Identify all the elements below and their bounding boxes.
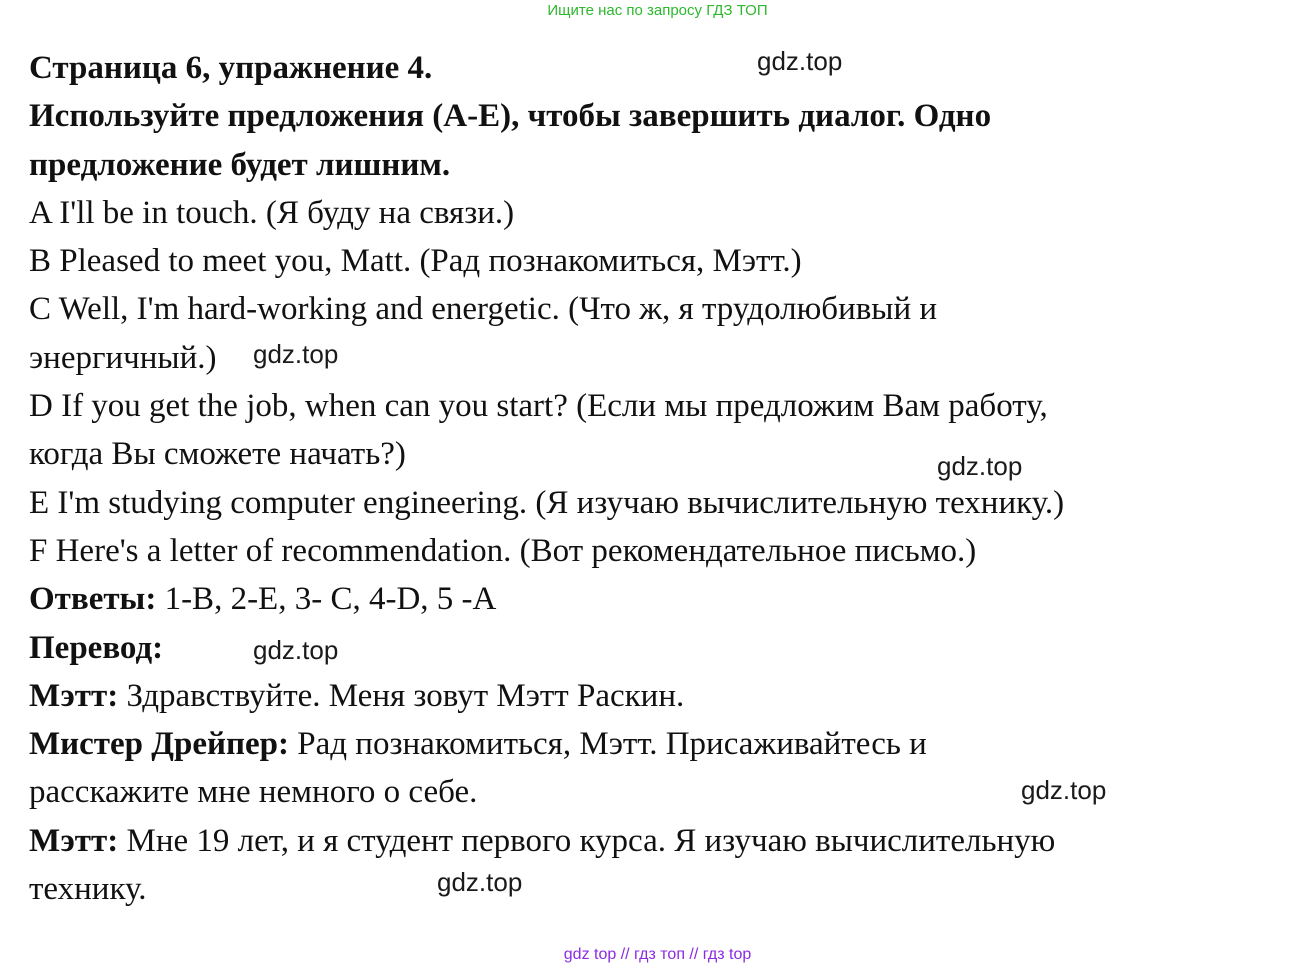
footer-links: gdz top // гдз топ // гдз top: [563, 946, 752, 963]
watermark: gdz.top: [757, 46, 843, 76]
page-title: Страница 6, упражнение 4.: [29, 50, 433, 86]
answers-label: Ответы:: [29, 581, 157, 618]
option-c-line-1: C Well, I'm hard-working and energetic. (Что ж, я трудолюбивый и: [29, 291, 938, 328]
watermark: gdz.top: [253, 339, 339, 369]
dialog-text: Здравствуйте. Меня зовут Мэтт Раскин.: [118, 677, 685, 714]
top-banner: Ищите нас по запросу ГДЗ ТОП: [547, 2, 768, 19]
speaker-name: Мэтт:: [29, 822, 119, 859]
dialog-line: [29, 865, 1279, 913]
dialog-text: расскажите мне немного о себе.: [29, 774, 478, 811]
instruction-line-1: Используйте предложения (A-E), чтобы завершить диалог. Одно: [29, 98, 992, 135]
watermark: gdz.top: [1021, 775, 1107, 805]
instruction-line-2: предложение будет лишним.: [29, 146, 451, 183]
watermark: gdz.top: [437, 867, 523, 897]
translation-label: Перевод:: [29, 629, 164, 666]
option-a: A I'll be in touch. (Я буду на связи.): [29, 194, 515, 231]
speaker-name: Мистер Дрейпер:: [29, 726, 289, 763]
speaker-name: Мэтт:: [29, 677, 119, 714]
option-e: E I'm studying computer engineering. (Я изучаю вычислительную технику.): [29, 484, 1065, 521]
dialog-text: Мне 19 лет, и я студент первого курса. Я изучаю вычислительную: [118, 822, 1056, 859]
dialog-line: [29, 672, 1279, 720]
option-b: B Pleased to meet you, Matt. (Рад познакомиться, Мэтт.): [29, 243, 802, 280]
option-f: F Here's a letter of recommendation. (Вот рекомендательное письмо.): [29, 532, 977, 569]
option-d-line-1: D If you get the job, when can you start? (Если мы предложим Вам работу,: [29, 388, 1048, 425]
dialog-text: технику.: [29, 871, 147, 908]
watermark: gdz.top: [937, 451, 1023, 481]
answers-text: 1-B, 2-E, 3- C, 4-D, 5 -A: [156, 581, 497, 618]
option-c-line-2: энергичный.): [29, 339, 217, 376]
dialog-text: Рад познакомиться, Мэтт. Присаживайтесь и: [289, 726, 927, 763]
dialog-line: [29, 720, 1279, 768]
answers-line: [29, 575, 1279, 623]
option-d-line-2: когда Вы сможете начать?): [29, 436, 406, 473]
watermark: gdz.top: [253, 635, 339, 665]
dialog-line: [29, 817, 1279, 865]
